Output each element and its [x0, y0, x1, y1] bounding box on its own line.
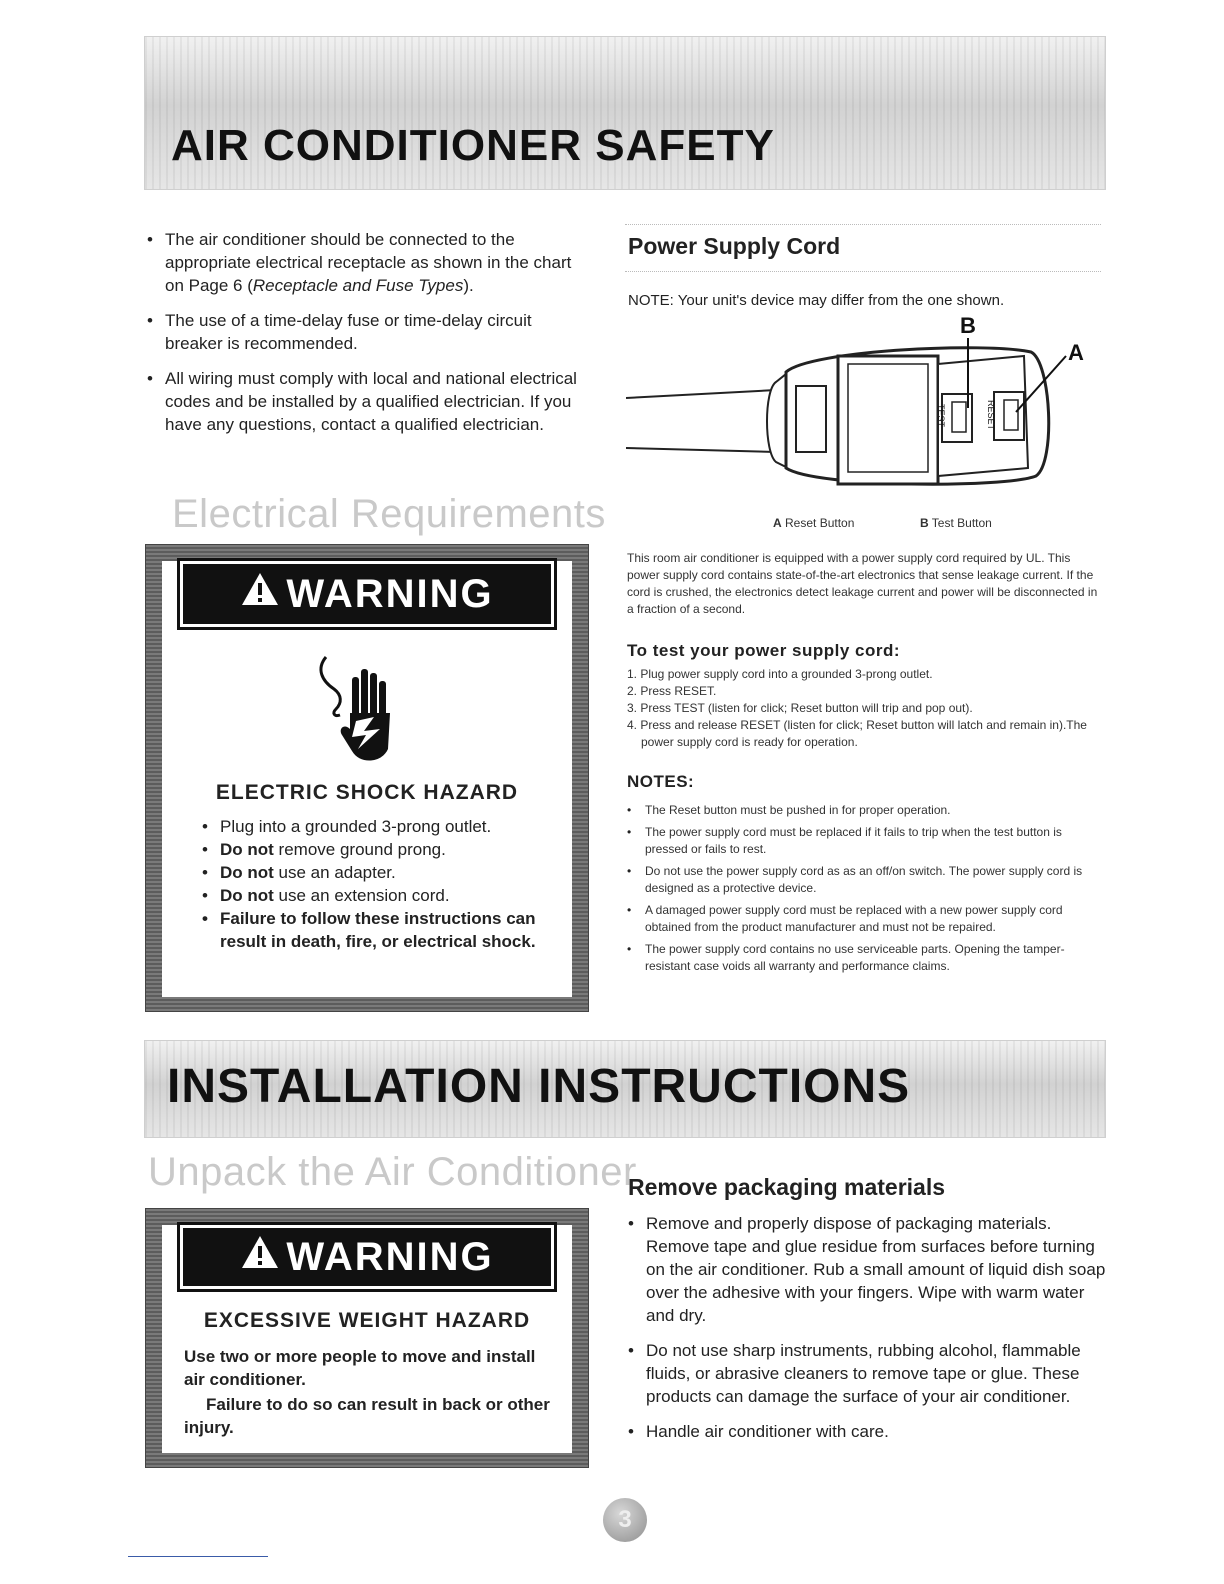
list-item: • Remove and properly dispose of packaging materials. Remove tape and glue residue from surfaces before turning on the air conditioner. Rub a small amount of liquid dish soap over the adhesive with your fingers. Wipe with warm water and dry.: [628, 1212, 1106, 1327]
remove-packaging-heading: Remove packaging materials: [628, 1174, 946, 1200]
callout-a: A: [1068, 340, 1084, 365]
bullet-bold-text: Do not: [220, 840, 274, 859]
list-item: 3. Press TEST (listen for click; Reset button will trip and pop out).: [627, 701, 973, 715]
test-cord-heading: To test your power supply cord:: [627, 641, 901, 660]
warning-triangle-icon: [240, 1228, 280, 1286]
caption-reset-button: [773, 516, 854, 530]
unpack-heading: Unpack the Air Conditioner: [148, 1150, 637, 1194]
warning-label-text: WARNING: [286, 1235, 494, 1279]
caption-letter: A: [773, 516, 782, 530]
safety-banner: [144, 36, 1106, 190]
list-item: • Handle air conditioner with care.: [628, 1420, 1106, 1443]
cord-description: This room air conditioner is equipped with a power supply cord required by UL. This power supply cord contains state-of-the-art electronics that sense leakage current. If the cord is crushed, the electronics detect leakage current and power will be disconnected in a fraction of a second.: [627, 551, 1098, 616]
callout-b: B: [960, 313, 976, 338]
caption-letter: B: [920, 516, 929, 530]
warning-triangle-icon: [240, 564, 280, 624]
test-button-label: TEST: [936, 404, 946, 428]
intro-bullet-list: [147, 228, 587, 448]
list-item: • A damaged power supply cord must be replaced with a new power supply cord obtained from the product manufacturer and must not be repaired.: [627, 902, 1105, 937]
excessive-weight-warning-box: [145, 1208, 589, 1468]
list-item: • The Reset button must be pushed in for proper operation.: [627, 802, 1105, 820]
list-item: • All wiring must comply with local and national electrical codes and be installed by a qualified electrician. If you have any questions, contact a qualified electrician.: [147, 367, 587, 436]
electric-shock-hand-icon: [312, 651, 402, 769]
caption-test-button: [920, 516, 992, 530]
bullet-bold-text: Failure to follow these instructions can result in death, fire, or electrical shock.: [220, 909, 536, 951]
bullet-text: use an extension cord.: [273, 886, 450, 905]
electric-shock-hazard-title: ELECTRIC SHOCK HAZARD: [215, 781, 519, 804]
list-item: • Do not use the power supply cord as as an off/on switch. The power supply cord is designed as a protective device.: [627, 863, 1105, 898]
bullet-bold-text: Do not: [220, 886, 274, 905]
list-item: [147, 228, 587, 297]
divider: [625, 271, 1101, 272]
page-number-badge: 3: [603, 1498, 647, 1542]
bullet-text: The air conditioner should be connected to the appropriate electrical receptacle as shown in the chart on Page 6 (: [165, 230, 572, 295]
list-item: • The power supply cord contains no use serviceable parts. Opening the tamper-resistant case voids all warranty and performance claims.: [627, 941, 1105, 976]
remove-packaging-list: [628, 1212, 1106, 1455]
bullet-text: ).: [463, 276, 474, 295]
bullet-text: use an adapter.: [273, 863, 396, 882]
divider: [625, 224, 1101, 225]
list-item: [202, 884, 560, 907]
list-item: [202, 815, 560, 838]
weight-instruction: Use two or more people to move and install air conditioner.: [184, 1347, 536, 1389]
caption-text: Test Button: [931, 516, 992, 530]
caption-text: Reset Button: [785, 516, 855, 530]
power-supply-cord-heading: Power Supply Cord: [628, 233, 841, 259]
list-item: • The use of a time-delay fuse or time-delay circuit breaker is recommended.: [147, 309, 587, 355]
power-cord-diagram: [626, 312, 1102, 500]
electric-shock-warning-box: [145, 544, 589, 1012]
warning-panel: [162, 1225, 572, 1453]
electrical-requirements-heading: Electrical Requirements: [172, 492, 606, 536]
list-item: • The power supply cord must be replaced if it fails to trip when the test button is pressed or fails to rest.: [627, 824, 1105, 859]
installation-banner: [144, 1040, 1106, 1138]
list-item: [202, 861, 560, 884]
reset-button-label: RESET: [986, 400, 996, 431]
bullet-bold-text: Do not: [220, 863, 274, 882]
notes-heading: NOTES:: [627, 772, 695, 791]
excessive-weight-hazard-title: EXCESSIVE WEIGHT HAZARD: [203, 1309, 531, 1332]
list-item: 4. Press and release RESET (listen for click; Reset button will latch and remain in).The power supply cord is ready for operation.: [627, 718, 1087, 749]
list-item: [202, 907, 560, 953]
warning-label: [180, 561, 554, 627]
bullet-text: Plug into a grounded 3-prong outlet.: [220, 817, 492, 836]
bullet-text: remove ground prong.: [273, 840, 446, 859]
bullet-italic-text: Receptacle and Fuse Types: [252, 276, 464, 295]
installation-banner-title: INSTALLATION INSTRUCTIONS: [167, 1060, 911, 1113]
warning-label-text: WARNING: [286, 572, 494, 616]
electric-hazard-bullet-list: [202, 815, 560, 953]
weight-consequence: Failure to do so can result in back or other injury.: [184, 1395, 550, 1437]
notes-list: [627, 802, 1105, 980]
test-steps-list: [627, 666, 1105, 751]
warning-panel: [162, 561, 572, 997]
safety-banner-title: AIR CONDITIONER SAFETY: [171, 121, 775, 170]
list-item: • Do not use sharp instruments, rubbing alcohol, flammable fluids, or abrasive cleaners to remove tape or glue. These products can damage the surface of your air conditioner.: [628, 1339, 1106, 1408]
list-item: 1. Plug power supply cord into a grounded 3-prong outlet.: [627, 667, 933, 681]
footer-divider: [128, 1556, 268, 1557]
list-item: 2. Press RESET.: [627, 684, 717, 698]
warning-label: [180, 1225, 554, 1289]
device-note: NOTE: Your unit's device may differ from the one shown.: [628, 292, 1005, 309]
list-item: [202, 838, 560, 861]
